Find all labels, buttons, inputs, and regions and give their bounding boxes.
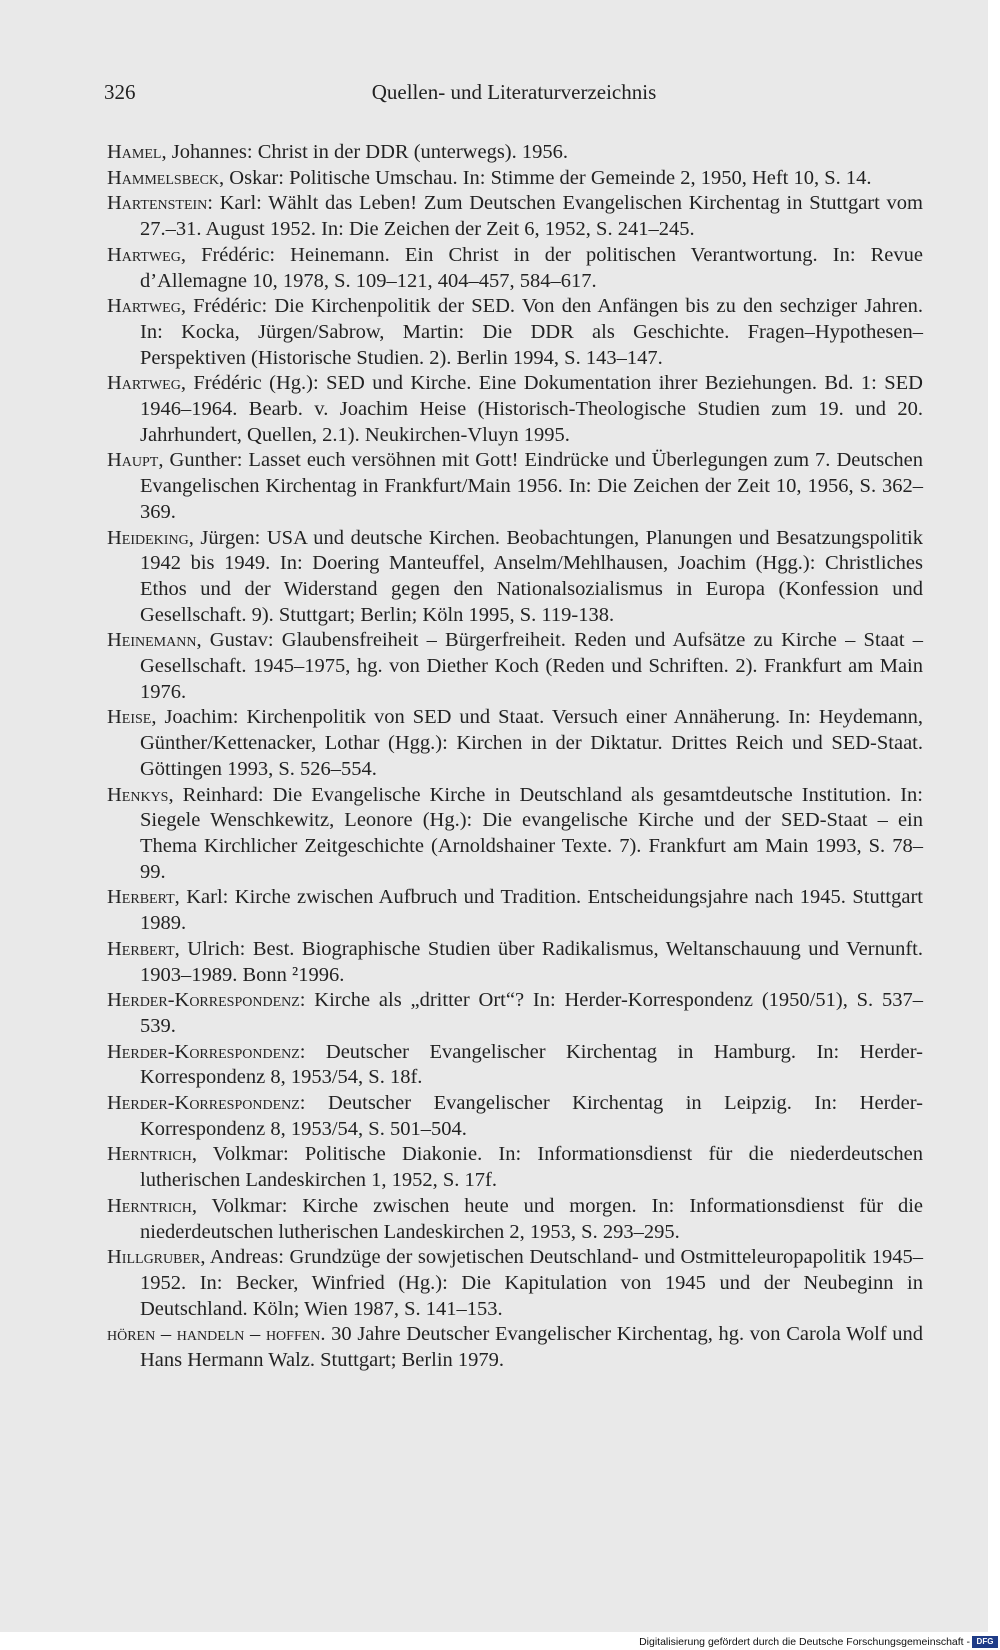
entry-author: Hamel: [107, 141, 162, 163]
bibliography-entry: [107, 140, 923, 166]
bibliography-entry: [107, 937, 923, 988]
page-number: 326: [104, 80, 136, 104]
bibliography-entry: [107, 448, 923, 525]
entry-text: , Oskar: Politische Umschau. In: Stimme der Gemeinde 2, 1950, Heft 10, S. 14.: [219, 166, 872, 189]
entry-text: , Gunther: Lasset euch versöhnen mit Gott! Eindrücke und Überlegungen zum 7. Deutschen Evangelischen Kirchentag in Frankfurt/Main 1956. In: Die Zeichen der Zeit 10, 1956, S. 362–369.: [140, 449, 923, 523]
entry-text: , Karl: Kirche zwischen Aufbruch und Tradition. Entscheidungsjahre nach 1945. Stuttgart 1989.: [140, 886, 923, 935]
entry-text: , Jürgen: USA und deutsche Kirchen. Beobachtungen, Planungen und Besatzungspolitik 1942 bis 1949. In: Doering Manteuffel, Anselm/Mehlhausen, Joachim (Hgg.): Christliches Ethos und der Widerstand gegen den Nationalsozialismus in Europa (Konfession und Gesellschaft. 9). Stuttgart; Berlin; Köln 1995, S. 119-138.: [140, 526, 923, 626]
bibliography-entry: [107, 885, 923, 936]
bibliography-entry: [107, 783, 923, 886]
entry-author: Hartweg: [107, 243, 181, 266]
bibliography-entry: [107, 1091, 923, 1142]
entry-author: Herder-Korrespondenz: [107, 1092, 300, 1115]
entry-text: . 30 Jahre Deutscher Evangelischer Kirchentag, hg. von Carola Wolf und Hans Hermann Walz. Stuttgart; Berlin 1979.: [140, 1323, 923, 1372]
entry-author: Herbert: [107, 886, 175, 909]
entry-text: , Frédéric: Heinemann. Ein Christ in der politischen Verantwortung. In: Revue d’Allemagne 10, 1978, S. 109–121, 404–457, 584–617.: [140, 243, 923, 292]
funding-note: Digitalisierung gefördert durch die Deutsche Forschungsgemeinschaft -: [639, 1636, 970, 1648]
bibliography-entry: [107, 1194, 923, 1245]
dfg-logo: DFG: [972, 1636, 998, 1648]
entry-author: Herder-Korrespondenz: [107, 989, 300, 1012]
entry-text: , Frédéric: Die Kirchenpolitik der SED. Von den Anfängen bis zu den sechziger Jahren. In: Kocka, Jürgen/Sabrow, Martin: Die DDR als Geschichte. Fragen–Hypothesen–Perspektiven (Historische Studien. 2). Berlin 1994, S. 143–147.: [140, 295, 923, 369]
bibliography-entry: [107, 371, 923, 448]
entry-author: Hartenstein: [107, 192, 208, 215]
bibliography-entry: [107, 1322, 923, 1373]
digitization-banner: [606, 1634, 1000, 1650]
entry-author: hören – handeln – hoffen: [107, 1323, 321, 1346]
bibliography-entry: [107, 294, 923, 371]
entry-text: : Karl: Wählt das Leben! Zum Deutschen Evangelischen Kirchentag in Stuttgart vom 27.–31. August 1952. In: Die Zeichen der Zeit 6, 1952, S. 241–245.: [140, 192, 923, 241]
bibliography-list: [107, 140, 923, 1374]
entry-author: Herntrich: [107, 1194, 192, 1217]
entry-text: , Ulrich: Best. Biographische Studien über Radikalismus, Weltanschauung und Vernunft. 1903–1989. Bonn ²1996.: [140, 937, 923, 986]
bibliography-entry: [107, 526, 923, 629]
entry-author: Haupt: [107, 449, 159, 472]
entry-author: Hillgruber: [107, 1246, 201, 1269]
page-header: [104, 80, 924, 108]
entry-author: Heise: [107, 706, 152, 729]
entry-author: Herntrich: [107, 1143, 192, 1166]
entry-text: , Joachim: Kirchenpolitik von SED und Staat. Versuch einer Annäherung. In: Heydemann, Günther/Kettenacker, Lothar (Hgg.): Kirchen in der Diktatur. Drittes Reich und SED-Staat. Göttingen 1993, S. 526–554.: [140, 706, 923, 780]
entry-text: , Andreas: Grundzüge der sowjetischen Deutschland- und Ostmitteleuropapolitik 1945–1952. In: Becker, Winfried (Hg.): Die Kapitulation von 1945 und der Neubeginn in Deutschland. Köln; Wien 1987, S. 141–153.: [140, 1246, 923, 1320]
entry-text: : Deutscher Evangelischer Kirchentag in Leipzig. In: Herder-Korrespondenz 8, 1953/54, S. 501–504.: [140, 1092, 923, 1140]
entry-author: Herbert: [107, 937, 175, 960]
bibliography-entry: [107, 166, 923, 192]
bibliography-entry: [107, 243, 923, 294]
entry-text: , Gustav: Glaubensfreiheit – Bürgerfreiheit. Reden und Aufsätze zu Kirche – Staat – Gesellschaft. 1945–1975, hg. von Diether Koch (Reden und Schriften. 2). Frankfurt am Main 1976.: [140, 629, 923, 703]
bibliography-entry: [107, 191, 923, 242]
entry-text: : Kirche als „dritter Ort“? In: Herder-Korrespondenz (1950/51), S. 537–539.: [140, 989, 923, 1037]
bibliography-entry: [107, 705, 923, 782]
entry-author: Heinemann: [107, 629, 197, 652]
entry-author: Henkys: [107, 783, 169, 806]
entry-text: , Reinhard: Die Evangelische Kirche in Deutschland als gesamtdeutsche Institution. In: Siegele Wenschkewitz, Leonore (Hg.): Die evangelische Kirche und der SED-Staat – ein Thema Kirchlicher Zeitgeschichte (Arnoldshainer Texte. 7). Frankfurt am Main 1993, S. 78–99.: [140, 783, 923, 883]
entry-author: Hammelsbeck: [107, 166, 220, 189]
entry-author: Hartweg: [107, 295, 181, 318]
entry-author: Herder-Korrespondenz: [107, 1040, 300, 1063]
bibliography-entry: [107, 628, 923, 705]
entry-text: , Volkmar: Kirche zwischen heute und morgen. In: Informationsdienst für die niederdeutschen lutherischen Landeskirchen 2, 1953, S. 293–295.: [140, 1194, 923, 1243]
entry-text: : Deutscher Evangelischer Kirchentag in Hamburg. In: Herder-Korrespondenz 8, 1953/54, S. 18f.: [140, 1040, 923, 1089]
bibliography-entry: [107, 988, 923, 1039]
bibliography-entry: [107, 1142, 923, 1193]
entry-text: , Johannes: Christ in der DDR (unterwegs). 1956.: [161, 141, 568, 163]
entry-text: , Volkmar: Politische Diakonie. In: Informationsdienst für die niederdeutschen lutherischen Landeskirchen 1, 1952, S. 17f.: [140, 1143, 923, 1192]
entry-text: , Frédéric (Hg.): SED und Kirche. Eine Dokumentation ihrer Beziehungen. Bd. 1: SED 1946–1964. Bearb. v. Joachim Heise (Historisch-Theologische Studien zum 19. und 20. Jahrhundert, Quellen, 2.1). Neukirchen-Vluyn 1995.: [140, 372, 923, 446]
bibliography-entry: [107, 1040, 923, 1091]
bibliography-entry: [107, 1245, 923, 1322]
running-head: Quellen- und Literaturverzeichnis: [371, 80, 657, 104]
entry-author: Hartweg: [107, 372, 181, 395]
entry-author: Heideking: [107, 526, 189, 549]
